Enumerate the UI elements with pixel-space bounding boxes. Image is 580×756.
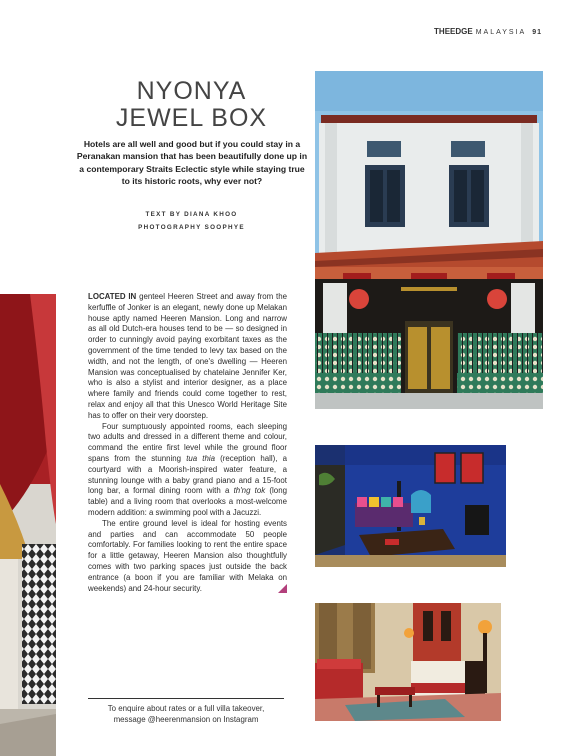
- photo-blue-room: [315, 445, 506, 567]
- standfirst: Hotels are all well and good but if you could stay in a Peranakan mansion that has been beautifully done up in a contemporary Straits Eclectic style while staying true to its historic roots, why ever not?: [76, 139, 308, 187]
- paragraph-2: [88, 422, 287, 519]
- paragraph-2-text-a: Four sumptuously appointed rooms, each sleeping two adults and dressed in a different theme and colour, command the entire first level while the ground floor spans from the stunning: [88, 421, 287, 463]
- enquiry-note: [88, 703, 284, 725]
- paragraph-1: [88, 292, 287, 422]
- enquiry-line-1: To enquire about rates or a full villa takeover,: [107, 704, 265, 713]
- masthead-edition: MALAYSIA: [475, 29, 527, 36]
- page-title: [80, 78, 303, 132]
- byline: [80, 209, 303, 234]
- text-credit: TEXT BY DIANA KHOO: [145, 211, 238, 218]
- term-tua-thia: tua thia: [186, 453, 216, 463]
- paragraph-3-text: The entire ground level is ideal for hosting events and parties and can accommodate 50 people comfortably. For families looking to rent the entire space for a little getaway, Heeren Mansion also thoughtfully comes with two parking spaces just outside the back entrance (a boon if you are familiar with Melaka on weekends) and 24-hour security.: [88, 518, 287, 593]
- masthead: [434, 27, 542, 36]
- enquiry-line-2: message @heerenmansion on Instagram: [113, 715, 259, 724]
- end-mark-icon: [278, 584, 287, 593]
- masthead-brand: THEEDGE: [434, 27, 473, 36]
- term-thng-tok: th'ng tok: [233, 486, 266, 496]
- page-number: 91: [532, 29, 542, 36]
- photo-red-bedroom: [315, 603, 501, 721]
- photo-curtain: [0, 294, 56, 756]
- title-line-1: NYONYA: [136, 77, 247, 105]
- paragraph-3: [88, 519, 287, 595]
- paragraph-1-text: genteel Heeren Street and away from the kerfuffle of Jonker is an elegant, newly done up Melakan house aptly named Heeren Mansion. Long and narrow as all old Dutch-era houses tend to be — so designed in order to cunningly avoid paying exorbitant taxes as the government of the time tended to levy tax based on the width, and not the length, of one's dwelling — Heeren Mansion was conceptualised by chatelaine Jennifer Ker, who is also a stylist and interior designer, as a place where family and friends could come together to rest, relax and enjoy all that this Unesco World Heritage Site has to offer on their very doorstep.: [88, 292, 288, 420]
- title-line-2: JEWEL BOX: [115, 104, 268, 132]
- paragraph-2-text-c: (long table) and a living room that overlooks a most-welcome modern addition: a swimming pool with a Jacuzzi.: [88, 486, 287, 517]
- photo-credit: PHOTOGRAPHY SOOPHYE: [138, 223, 245, 231]
- article-body: [88, 292, 287, 594]
- paragraph-2-text-b: (reception hall), a courtyard with a Moorish-inspired water feature, a stunning lounge with a baby grand piano and a 15-foot long bar, a formal dining room with a: [88, 453, 287, 496]
- divider: [88, 698, 284, 699]
- photo-facade: [315, 71, 543, 409]
- lead-in: LOCATED IN: [88, 292, 137, 301]
